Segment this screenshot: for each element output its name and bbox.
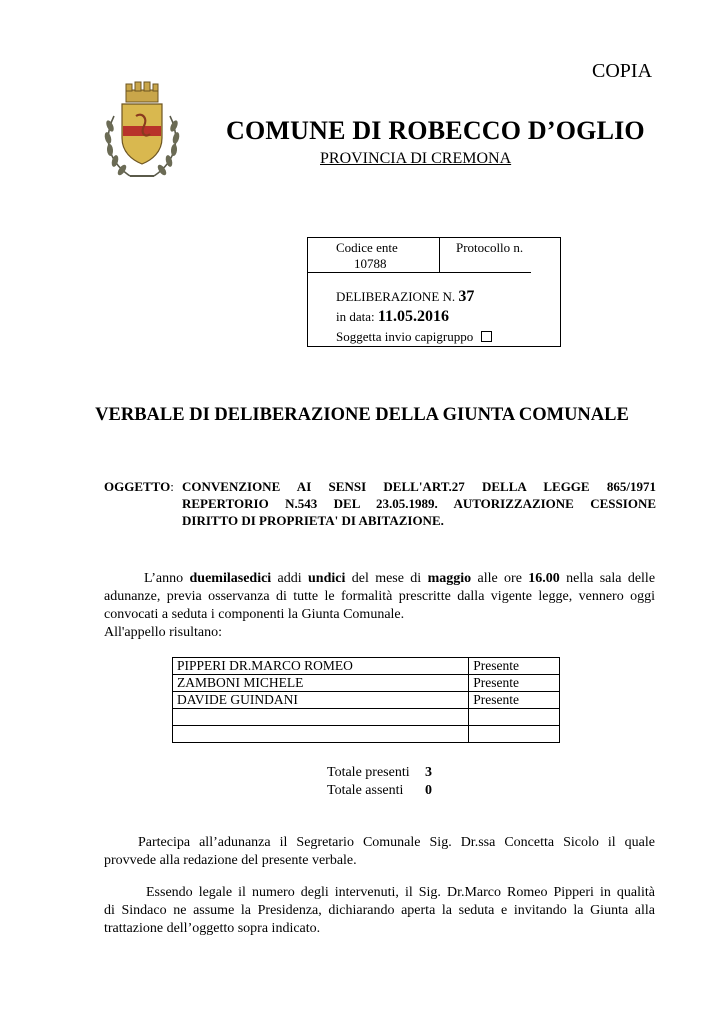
intro-line-1: L’anno duemilasedici addi undici del mese di maggio alle ore 16.00 nella sala delle: [144, 571, 656, 586]
capigruppo-line: [336, 329, 492, 345]
member-name: ZAMBONI MICHELE: [173, 675, 469, 692]
deliberation-date-line: [336, 309, 449, 325]
segretario-line-2: provvede alla redazione del presente verbale.: [104, 853, 357, 868]
intro-paragraph: [104, 570, 655, 642]
deliberation-date: 11.05.2016: [377, 308, 450, 325]
segretario-paragraph: [104, 834, 655, 870]
municipal-crest-icon: [100, 76, 184, 184]
attendance-table: [172, 657, 560, 743]
totale-presenti: Totale presenti 3: [327, 765, 432, 780]
capigruppo-label: Soggetta invio capigruppo: [336, 329, 474, 344]
member-status: [469, 709, 560, 726]
protocollo-label: Protocollo n.: [456, 240, 524, 255]
oggetto-line-2: REPERTORIO N.543 DEL 23.05.1989. AUTORIZZAZIONE CESSIONE: [182, 496, 656, 511]
codice-ente-label: Codice ente: [336, 240, 398, 255]
member-name: PIPPERI DR.MARCO ROMEO: [173, 658, 469, 675]
date-label: in data:: [336, 309, 375, 324]
intro-line-4: All'appello risultano:: [104, 625, 223, 640]
deliberation-number-line: [336, 289, 474, 305]
deliberation-info-box: [307, 237, 561, 347]
table-row: [173, 675, 560, 692]
capigruppo-checkbox[interactable]: [481, 331, 492, 342]
table-row: [173, 726, 560, 743]
oggetto-line-1: CONVENZIONE AI SENSI DELL'ART.27 DELLA LEGGE 865/1971: [182, 479, 656, 494]
province-subtitle: PROVINCIA DI CREMONA: [320, 150, 512, 167]
totale-assenti: Totale assenti 0: [327, 783, 432, 798]
oggetto-label: OGGETTO:: [104, 479, 174, 494]
presidenza-line-2: di Sindaco ne assume la Presidenza, dichiarando aperta la seduta e invitando la Giunta alla: [104, 903, 655, 918]
deliberation-label: DELIBERAZIONE N.: [336, 289, 456, 304]
presidenza-paragraph: [104, 884, 655, 938]
municipality-title: COMUNE DI ROBECCO D’OGLIO: [226, 116, 645, 145]
intro-line-3: convocati a seduta i componenti la Giunta Comunale.: [104, 607, 405, 622]
table-row: [173, 692, 560, 709]
presidenza-line-3: trattazione dell’oggetto sopra indicato.: [104, 921, 321, 936]
presidenza-line-1: Essendo legale il numero degli intervenuti, il Sig. Dr.Marco Romeo Pipperi in qualità: [146, 885, 655, 900]
deliberation-number: 37: [458, 288, 475, 305]
document-title: VERBALE DI DELIBERAZIONE DELLA GIUNTA COMUNALE: [95, 405, 629, 425]
table-row: [173, 709, 560, 726]
copy-label: COPIA: [592, 60, 653, 82]
member-status: Presente: [469, 675, 560, 692]
segretario-line-1: Partecipa all’adunanza il Segretario Comunale Sig. Dr.ssa Concetta Sicolo il quale: [138, 835, 655, 850]
member-name: [173, 726, 469, 743]
member-status: [469, 726, 560, 743]
intro-line-2: adunanze, previa osservanza di tutte le formalità prescritte dalla vigente legge, vennero oggi: [104, 589, 655, 604]
member-name: [173, 709, 469, 726]
codice-ente-value: 10788: [354, 256, 387, 271]
oggetto-line-3: DIRITTO DI PROPRIETA' DI ABITAZIONE.: [182, 513, 444, 528]
member-name: DAVIDE GUINDANI: [173, 692, 469, 709]
member-status: Presente: [469, 658, 560, 675]
member-status: Presente: [469, 692, 560, 709]
table-row: [173, 658, 560, 675]
